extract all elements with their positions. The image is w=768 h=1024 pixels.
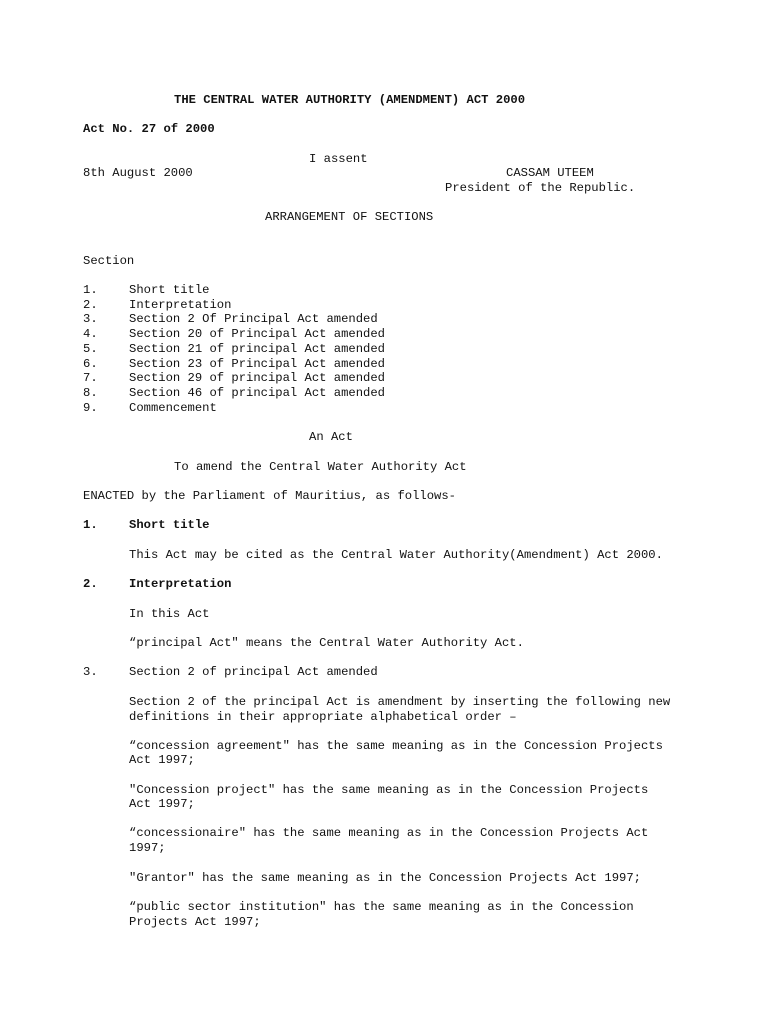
act-number: Act No. 27 of 2000 [83, 122, 215, 136]
section-3-intro-line-1: Section 2 of the principal Act is amendment by inserting the following new [129, 695, 671, 709]
arrangement-list: 1. Short title 2. Interpretation 3. Section 2 Of Principal Act amended 4. Section 20 of Principal Act amended 5. Section 21 of principal Act amended 6. Section 23 of Principal Act amended 7. Section 29 of principal Act amended 8. Section 46 of principal Act amended 9. Commencement [83, 283, 385, 415]
section-3-title: Section 2 of principal Act amended [129, 665, 378, 679]
definition-public-sector-institution-cont: Projects Act 1997; [129, 915, 261, 929]
section-1-title: Short title [129, 518, 210, 532]
definition-grantor: "Grantor" has the same meaning as in the Concession Projects Act 1997; [129, 871, 641, 885]
definition-concessionaire-cont: 1997; [129, 841, 166, 855]
assent-date: 8th August 2000 [83, 166, 193, 180]
section-2-number: 2. [83, 577, 98, 591]
definition-concession-project: "Concession project" has the same meaning as in the Concession Projects [129, 783, 649, 797]
definition-concession-agreement-cont: Act 1997; [129, 753, 195, 767]
arrangement-heading: ARRANGEMENT OF SECTIONS [265, 210, 434, 224]
signatory-name: CASSAM UTEEM [506, 166, 594, 180]
section-label: Section [83, 254, 135, 268]
enacting-clause: ENACTED by the Parliament of Mauritius, as follows- [83, 489, 456, 503]
section-3-number: 3. [83, 665, 98, 679]
section-1-number: 1. [83, 518, 98, 532]
section-2-title: Interpretation [129, 577, 232, 591]
section-3-intro-line-2: definitions in their appropriate alphabetical order – [129, 710, 517, 724]
definition-public-sector-institution: “public sector institution" has the same meaning as in the Concession [129, 900, 634, 914]
definition-concessionaire: “concessionaire" has the same meaning as in the Concession Projects Act [129, 826, 649, 840]
section-2-definition: “principal Act" means the Central Water Authority Act. [129, 636, 524, 650]
signatory-title: President of the Republic. [445, 181, 636, 195]
section-1-body: This Act may be cited as the Central Water Authority(Amendment) Act 2000. [129, 548, 663, 562]
act-purpose: To amend the Central Water Authority Act [174, 460, 467, 474]
act-title: THE CENTRAL WATER AUTHORITY (AMENDMENT) ACT 2000 [174, 93, 526, 107]
definition-concession-agreement: “concession agreement" has the same meaning as in the Concession Projects [129, 739, 663, 753]
section-2-intro: In this Act [129, 607, 210, 621]
assent-text: I assent [309, 152, 368, 166]
an-act-label: An Act [309, 430, 353, 444]
definition-concession-project-cont: Act 1997; [129, 797, 195, 811]
